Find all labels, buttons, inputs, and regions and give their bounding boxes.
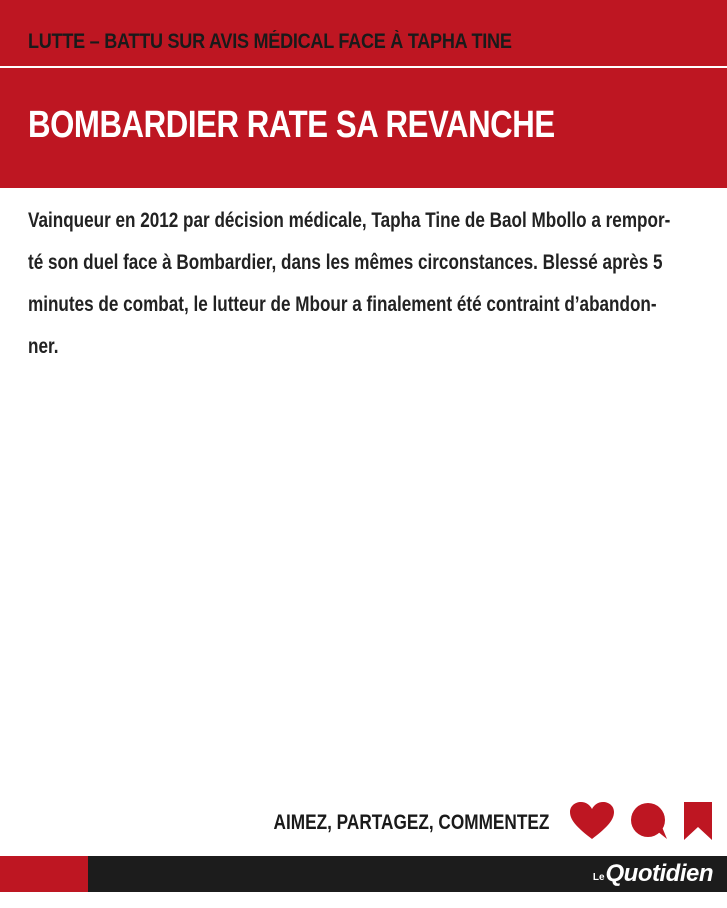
article-headline: BOMBARDIER RATE SA REVANCHE — [28, 104, 555, 146]
heart-icon[interactable] — [569, 801, 615, 846]
article-kicker: LUTTE – BATTU SUR AVIS MÉDICAL FACE À TAPHA TINE — [28, 30, 512, 53]
social-cta — [213, 798, 713, 848]
logo-prefix: Le — [592, 872, 605, 883]
bookmark-icon[interactable] — [683, 801, 713, 846]
comment-icon[interactable] — [629, 801, 669, 846]
article-body — [28, 200, 696, 368]
article-line: ner. — [28, 335, 59, 358]
logo-name: Quotidien — [605, 860, 713, 887]
brand-logo — [593, 860, 713, 888]
article-line: minutes de combat, le lutteur de Mbour a finalement été contraint d’abandon- — [28, 293, 657, 316]
article-line: Vainqueur en 2012 par décision médicale, Tapha Tine de Baol Mbollo a rempor- — [28, 209, 671, 232]
footer-accent — [0, 856, 88, 892]
cta-label: AIMEZ, PARTAGEZ, COMMENTEZ — [273, 811, 549, 834]
article-line: té son duel face à Bombardier, dans les mêmes circonstances. Blessé après 5 — [28, 251, 663, 274]
